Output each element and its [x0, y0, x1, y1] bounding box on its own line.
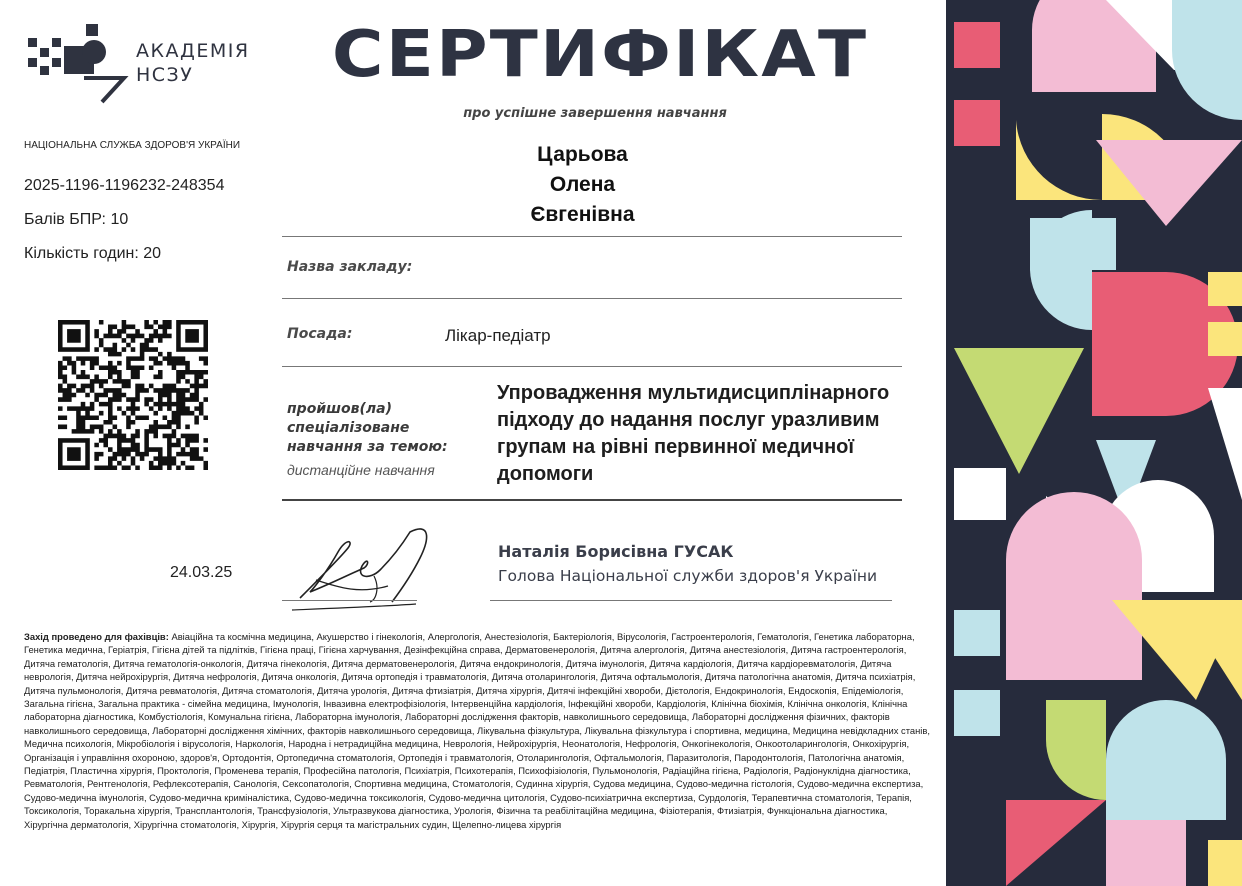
decor-shape — [954, 100, 1000, 146]
divider — [282, 499, 902, 501]
qr-finder — [58, 320, 90, 352]
decor-shape — [1006, 800, 1106, 886]
divider — [282, 236, 902, 237]
logo — [24, 22, 254, 108]
decor-shape — [954, 690, 1000, 736]
specialties-label: Захід проведено для фахівців: — [24, 631, 169, 642]
decor-shape — [954, 22, 1000, 68]
decor-shape — [1006, 492, 1142, 680]
geometric-pattern — [946, 0, 1242, 886]
certificate-title: СЕРТИФІКАТ — [331, 18, 869, 92]
signer-line — [490, 600, 892, 601]
decor-shape — [1016, 120, 1102, 200]
decorative-panel — [946, 0, 1242, 886]
institution-label: Назва закладу: — [287, 259, 413, 275]
decor-shape — [954, 348, 1084, 474]
signature-line — [282, 600, 417, 601]
specialties-list — [24, 630, 930, 831]
training-mode: дистанційне навчання — [287, 462, 435, 478]
logo-line1: АКАДЕМІЯ — [136, 40, 250, 62]
recipient-patronymic: Євгенівна — [530, 203, 635, 226]
issue-date: 24.03.25 — [170, 564, 233, 581]
decor-shape — [1208, 322, 1242, 356]
divider — [282, 298, 902, 299]
decor-shape — [1106, 820, 1186, 886]
position-label: Посада: — [287, 326, 353, 342]
recipient-first-name: Олена — [549, 173, 616, 196]
passed-training-label: пройшов(ла) спеціалізоване навчання за темою: — [287, 401, 448, 455]
decor-shape — [1046, 700, 1106, 800]
certificate-subtitle: про успішне завершення навчання — [463, 106, 727, 121]
decor-shape — [954, 610, 1000, 656]
hours-count: Кількість годин: 20 — [24, 245, 162, 262]
qr-finder — [176, 320, 208, 352]
divider — [282, 366, 902, 367]
qr-finder — [58, 438, 90, 470]
bpr-points: Балів БПР: 10 — [24, 211, 129, 228]
training-topic: Упровадження мультидисциплінарного підходу до надання послуг уразливим групам на рівні первинної медичної допомоги — [497, 382, 890, 485]
logo-line2: НСЗУ — [136, 64, 194, 86]
certificate-number: 2025-1196-1196232-248354 — [24, 177, 225, 194]
decor-shape — [954, 468, 1006, 520]
qr-code[interactable] — [58, 320, 208, 470]
decor-shape — [1106, 700, 1226, 820]
agency-name: НАЦІОНАЛЬНА СЛУЖБА ЗДОРОВ'Я УКРАЇНИ — [24, 140, 241, 151]
decor-shape — [1208, 388, 1242, 500]
signer-name: Наталія Борисівна ГУСАК — [498, 542, 734, 561]
decor-shape — [1172, 0, 1242, 120]
recipient-surname: Царьова — [537, 143, 628, 166]
nszu-logo-mark — [24, 22, 134, 108]
decor-shape — [1208, 840, 1242, 886]
signer-role: Голова Національної служби здоров'я України — [498, 567, 878, 585]
position-value: Лікар-педіатр — [445, 326, 551, 345]
specialties-text: Авіаційна та космічна медицина, Акушерство і гінекологія, Алергологія, Анестезіологія, Бактеріологія, Вірусологія, Гастроентерологія, Гематологія, Генетика лабораторна, Генетика медична, Геріатрія, Гігієна дітей та підлітків, Гігієна праці, Гігієна харчування, Дезінфекційна справа, Дерматовенерологія, Дитяча алергологія, Дитяча анестезіологія, Дитяча гастроентерологія, Дитяча гематологія, Дитяча гематологія-онкологія, Дитяча гінекологія, Дитяча дерматовенерологія, Дитяча ендокринологія, Дитяча імунологія, Дитяча кардіологія, Дитяча кардіоревматологія, Дитяча неврологія, Дитяча нейрохірургія, Дитяча нефрологія, Дитяча онкологія, Дитяча ортопедія і травматологія, Дитяча отоларингологія, Дитяча офтальмологія, Дитяча патологічна анатомія, Дитяча психіатрія, Дитяча пульмонологія, Дитяча ревматологія, Дитяча стоматологія, Дитяча урологія, Дитяча фтизіатрія, Дитяча хірургія, Дитячі інфекційні хвороби, Дієтологія, Ендокринологія, Ендоскопія, Епідеміологія, Загальна гігієна, Загальна практика - сімейна медицина, Імунологія, Інвазивна електрофізіологія, Інтервенційна кардіологія, Інфекційні хвороби, Кардіологія, Клінічна біохімія, Клінічна онкологія, Клінічна лабораторна діагностика, Комбустіологія, Комунальна гігієна, Лабораторна імунологія, Лабораторні дослідження факторів, навколишнього середовища, Лабораторні дослідження фізичних, факторів навколишнього середовища, Лабораторні дослідження хімічних, факторів навколишнього середовища, Лікувальна фізкультура, Лікувальна фізкультура і спортивна, медицина, Медицина невідкладних станів, Медична психологія, Мікробіологія і вірусологія, Наркологія, Народна і нетрадиційна медицина, Неврологія, Нейрохірургія, Неонатологія, Нефрологія, Онкогінекологія, Онкоотоларингологія, Онкохірургія, Організація і управління охороною, здоров'я, Ортодонтія, Ортопедична стоматологія, Ортопедія і травматологія, Отоларингологія, Офтальмологія, Паразитологія, Пародонтологія, Патологічна анатомія, Педіатрія, Пластична хірургія, Проктологія, Променева терапія, Професійна патологія, Психіатрія, Психотерапія, Психофізіологія, Пульмонологія, Радіаційна гігієна, Радіологія, Радіонуклідна діагностика, Ревматологія, Рентгенологія, Рефлексотерапія, Санологія, Сексопатологія, Спортивна медицина, Стоматологія, Судинна хірургія, Судова медицина, Судово-медична гістологія, Судово-медична експертиза, Судово-медична імунологія, Судово-медична криміналістика, Судово-медична токсикологія, Судово-медична цитологія, Судово-психіатрична експертиза, Сурдологія, Терапевтична стоматологія, Терапія, Токсикологія, Торакальна хірургія, Трансплантологія, Трансфузіологія, Ультразвукова діагностика, Урологія, Фізична та реабілітаційна медицина, Фізіотерапія, Фтизіатрія, Функціональна діагностика, Хірургічна дерматологія, Хірургічна стоматологія, Хірургія, Хірургія серця та магістральних судин, Щелепно-лицева хірургія — [24, 631, 930, 830]
decor-shape — [1208, 272, 1242, 306]
